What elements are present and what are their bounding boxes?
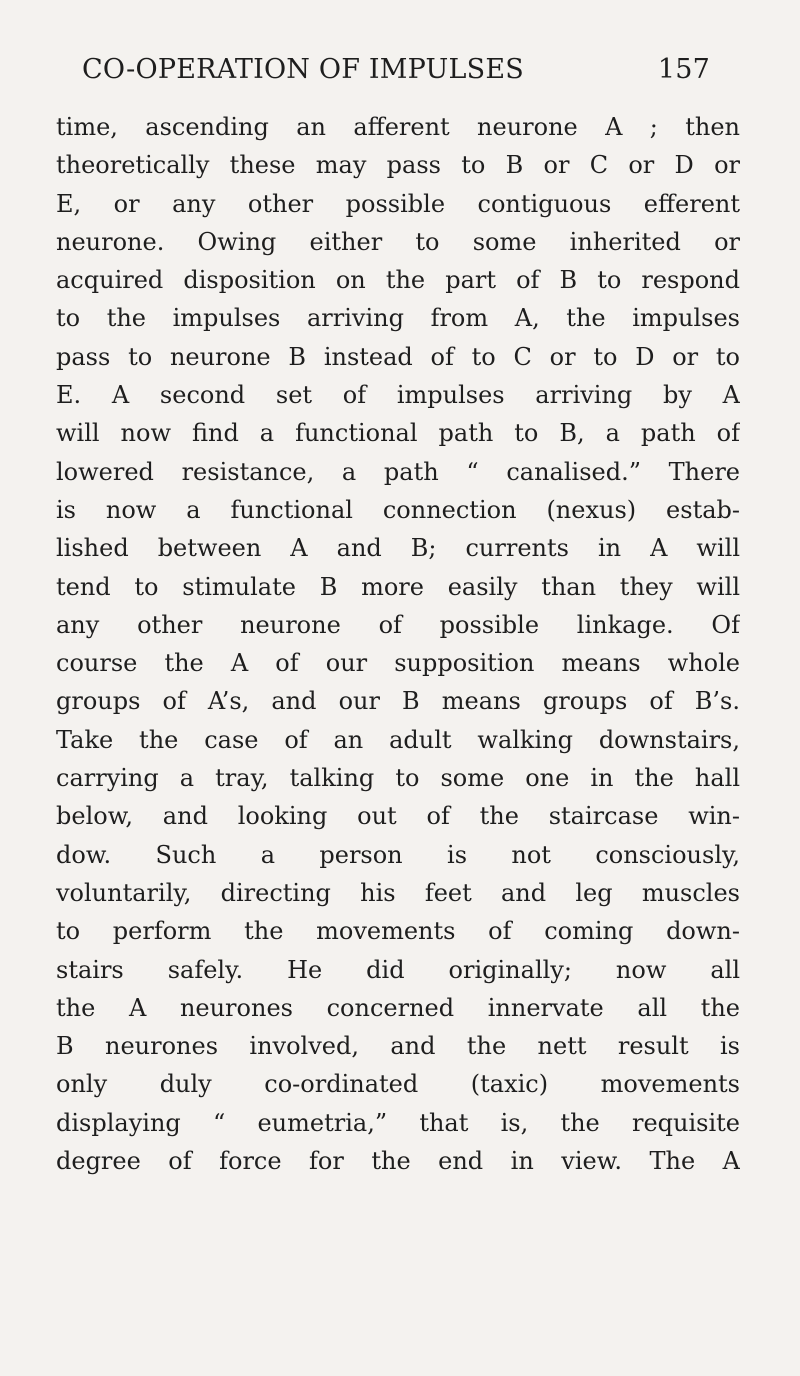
text-line: acquired disposition on the part of B to respond <box>56 266 740 295</box>
text-line: stairs safely. He did originally; now all <box>56 955 740 984</box>
text-line: lished between A and B; currents in A will <box>56 534 740 563</box>
text-line: groups of A’s, and our B means groups of B’s. <box>56 687 740 716</box>
text-line: below, and looking out of the staircase win- <box>56 802 740 831</box>
text-line: theoretically these may pass to B or C or D or <box>56 151 740 180</box>
text-line: tend to stimulate B more easily than they will <box>56 572 740 601</box>
text-line: Take the case of an adult walking downstairs, <box>56 725 740 754</box>
text-line: carrying a tray, talking to some one in the hall <box>56 764 740 793</box>
text-line: pass to neurone B instead of to C or to D or to <box>56 342 740 371</box>
text-line: only duly co-ordinated (taxic) movements <box>56 1070 740 1099</box>
text-line: will now find a functional path to B, a path of <box>56 419 740 448</box>
text-line: neurone. Owing either to some inherited or <box>56 227 740 256</box>
text-line: E, or any other possible contiguous efferent <box>56 189 740 218</box>
text-line: degree of force for the end in view. The A <box>56 1147 740 1176</box>
text-line: dow. Such a person is not consciously, <box>56 840 740 869</box>
running-head <box>82 54 710 94</box>
text-line: course the A of our supposition means whole <box>56 649 740 678</box>
text-line: any other neurone of possible linkage. Of <box>56 610 740 639</box>
text-line: time, ascending an afferent neurone A ; then <box>56 113 740 141</box>
text-line: displaying “ eumetria,” that is, the requisite <box>56 1108 740 1137</box>
text-line: is now a functional connection (nexus) estab- <box>56 495 740 524</box>
page-number: 157 <box>657 54 710 85</box>
running-head-title: CO-OPERATION OF IMPULSES <box>82 54 524 85</box>
text-line: E. A second set of impulses arriving by A <box>56 381 740 410</box>
text-line: the A neurones concerned innervate all the <box>56 993 740 1022</box>
text-line: to the impulses arriving from A, the impulses <box>56 304 740 333</box>
body-text <box>56 108 740 1180</box>
text-line: to perform the movements of coming down- <box>56 917 740 946</box>
text-line: lowered resistance, a path “ canalised.” There <box>56 457 740 486</box>
text-line: voluntarily, directing his feet and leg muscles <box>56 878 740 907</box>
text-line: B neurones involved, and the nett result is <box>56 1032 740 1061</box>
